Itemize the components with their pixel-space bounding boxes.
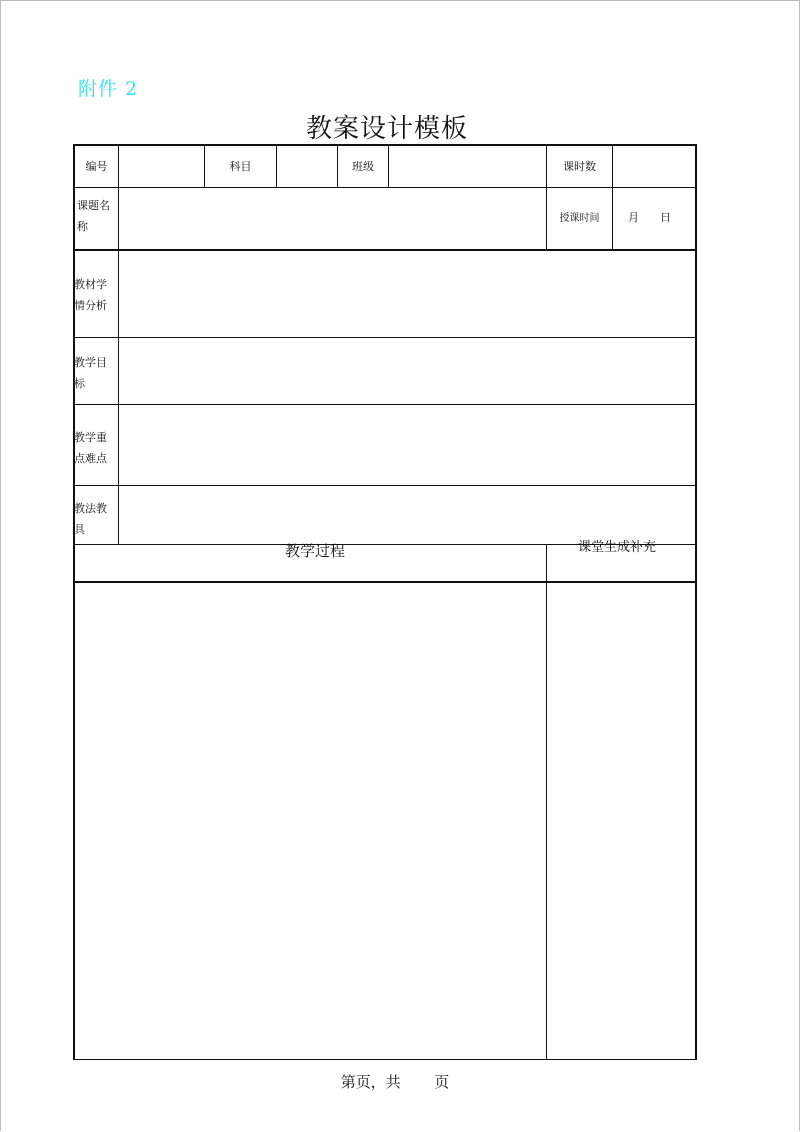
class-field[interactable] <box>389 146 546 187</box>
total-pages-suffix: 页 <box>434 1073 450 1091</box>
subject-field[interactable] <box>277 146 337 187</box>
class-supplement-field[interactable] <box>547 583 695 1059</box>
month-label: 月 <box>628 211 639 224</box>
objectives-field[interactable] <box>119 338 695 404</box>
methods-field[interactable] <box>119 486 695 544</box>
lesson-time-field[interactable] <box>613 188 695 249</box>
hours-label: 课时数 <box>563 159 596 173</box>
subject-label: 科目 <box>229 159 252 173</box>
teaching-process-field[interactable] <box>75 583 546 1059</box>
lesson-title-label: 课题名称 <box>77 199 110 233</box>
page-footer <box>0 1071 790 1092</box>
table-bottom-border <box>73 1059 697 1060</box>
day-label: 日 <box>660 211 671 224</box>
objectives-label: 教学目标 <box>74 356 107 390</box>
table-right-border <box>695 144 697 1060</box>
document-title: 教案设计模板 <box>305 114 468 144</box>
analysis-label: 教材学情分析 <box>74 278 107 312</box>
methods-label: 教法教具 <box>74 502 107 536</box>
teaching-process-title: 教学过程 <box>284 542 345 560</box>
key-points-field[interactable] <box>119 405 695 485</box>
lesson-title-field[interactable] <box>119 188 546 249</box>
hours-field[interactable] <box>613 146 695 187</box>
class-supplement-title: 课堂生成补充 <box>577 540 656 555</box>
attachment-label: 附件 2 <box>78 78 139 100</box>
key-points-label: 教学重点难点 <box>74 431 107 465</box>
number-label: 编号 <box>85 159 108 173</box>
class-label: 班级 <box>352 159 374 173</box>
lesson-time-label: 授课时间 <box>559 212 600 224</box>
number-field[interactable] <box>119 146 204 187</box>
page-number-text: 第页，共 <box>340 1073 401 1091</box>
analysis-field[interactable] <box>119 251 695 337</box>
